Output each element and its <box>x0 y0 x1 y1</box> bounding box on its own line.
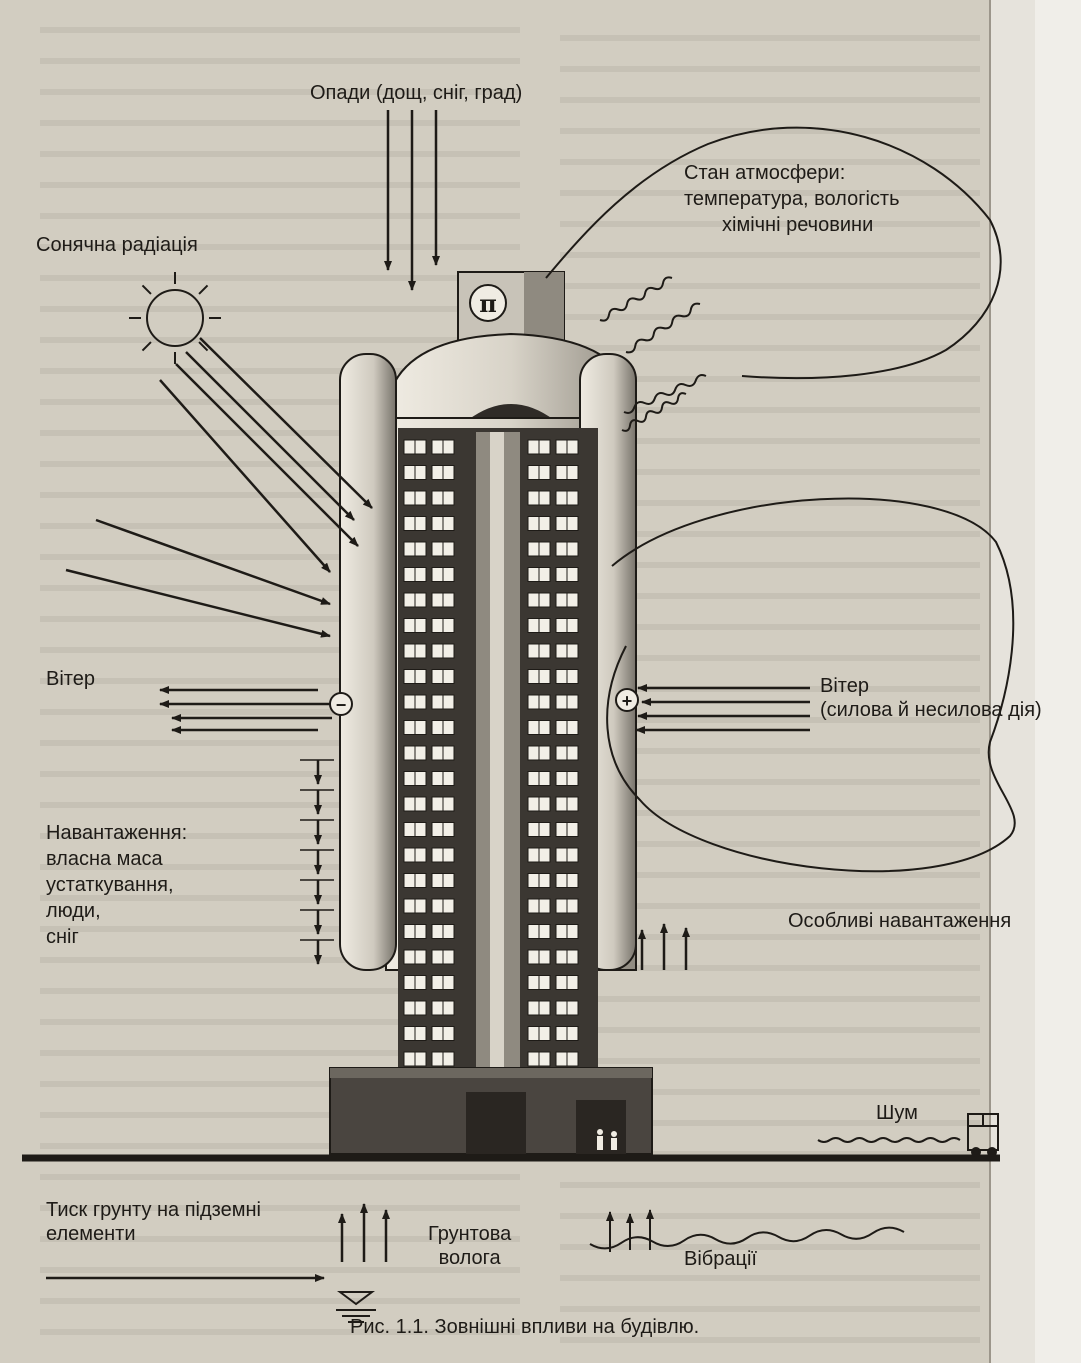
wind-suction-sign <box>330 693 352 715</box>
loads-label-title: Навантаження: <box>46 822 188 844</box>
minus-sign: − <box>335 695 347 715</box>
solar-radiation-arrow <box>160 380 330 572</box>
atmosphere-label-line2: температура, вологість <box>684 188 900 210</box>
solar-radiation-label: Сонячна радіація <box>36 234 198 256</box>
wind-right-label-line1: Вітер <box>820 675 869 697</box>
noise-label: Шум <box>876 1102 918 1124</box>
soil-pressure-label <box>46 1198 261 1246</box>
wind-pressure-sign <box>616 689 638 711</box>
ground-moisture-label <box>428 1222 511 1270</box>
atmosphere-label <box>684 160 900 238</box>
loads-label-line3: люди, <box>46 900 101 922</box>
noise-wave <box>818 1138 960 1142</box>
wind-right-label <box>820 674 1042 722</box>
wind-right-label-line2: (силова й несилова дія) <box>820 699 1042 721</box>
atmosphere-label-line1: Стан атмосфери: <box>684 162 846 184</box>
special-loads-label: Особливі навантаження <box>788 910 1012 932</box>
soil-pressure-label-line2: елементи <box>46 1223 136 1245</box>
ground-moisture-label-line1: Грунтова <box>428 1223 512 1245</box>
solar-radiation-arrow <box>66 570 330 636</box>
loads-label-line2: устаткування, <box>46 874 174 896</box>
wind-left-label: Вітер <box>46 668 95 690</box>
tower-left-column <box>340 354 396 970</box>
entrance <box>466 1092 526 1154</box>
loads-label-line4: сніг <box>46 926 79 948</box>
figure-caption: Рис. 1.1. Зовнішні впливи на будівлю. <box>350 1316 700 1338</box>
soil-pressure-label-line1: Тиск грунту на підземні <box>46 1199 261 1221</box>
ground-moisture-label-line2: волога <box>438 1247 501 1269</box>
loads-label-line1: власна маса <box>46 848 163 870</box>
plus-sign: + <box>621 691 633 711</box>
loads-label <box>46 820 187 950</box>
precipitation-label: Опади (дощ, сніг, град) <box>310 82 523 104</box>
atmosphere-label-line3: хімічні речовини <box>722 214 874 236</box>
sun-icon <box>129 272 221 364</box>
solar-radiation-arrow <box>176 364 358 546</box>
logo-letter: π <box>479 289 497 318</box>
vibrations-label: Вібрації <box>684 1248 757 1270</box>
